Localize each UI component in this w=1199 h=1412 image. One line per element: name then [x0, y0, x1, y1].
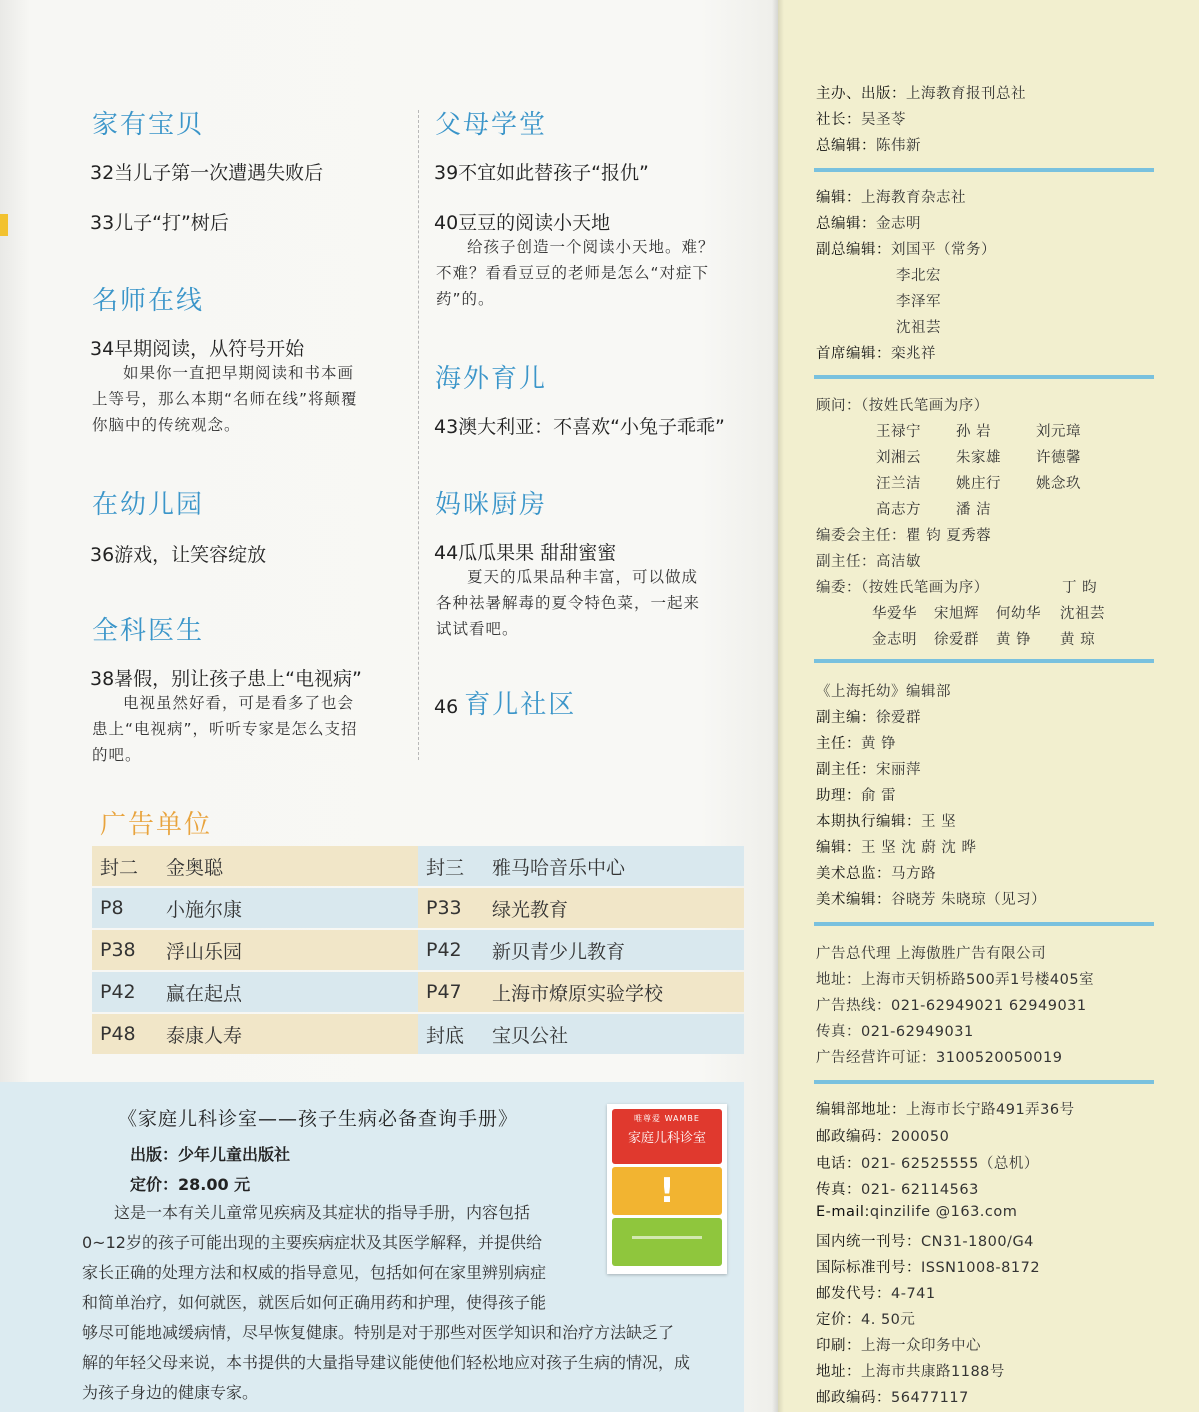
toc-entry-38[interactable]: 38暑假，别让孩子患上“电视病” — [90, 668, 362, 690]
masthead-value: 王 坚 沈 蔚 沈 晔 — [861, 840, 977, 856]
advisor-row — [876, 472, 1081, 493]
ad-cell — [418, 930, 744, 970]
masthead-key: 主办、出版： — [816, 86, 906, 102]
masthead-rule — [814, 375, 1154, 379]
masthead-key: 邮政编码： — [816, 1390, 891, 1406]
toc-entry-40[interactable]: 40豆豆的阅读小天地 — [434, 212, 611, 234]
masthead-line — [816, 134, 921, 155]
toc-page-number: 46 — [434, 696, 459, 718]
masthead-line — [816, 1334, 981, 1355]
toc-desc-40 — [436, 234, 756, 312]
desc-line: 和简单治疗，如何就医，就医后如何正确用药和护理，使得孩子能 — [82, 1293, 547, 1312]
masthead-key: 首席编辑： — [816, 346, 891, 362]
masthead-value: 200050 — [891, 1129, 950, 1145]
book-price: 定价：28.00 元 — [130, 1175, 251, 1194]
masthead-key: 主任： — [816, 736, 861, 752]
masthead-line — [816, 342, 936, 363]
masthead-value: qinzilife @163.com — [869, 1204, 1018, 1220]
masthead-line — [816, 810, 956, 831]
ad-page: P33 — [426, 897, 462, 919]
ad-page: P42 — [426, 939, 462, 961]
desc-line: 电视虽然好看，可是看多了也会 — [123, 694, 355, 712]
masthead-value: 马方路 — [891, 866, 936, 882]
masthead-value: 021- 62525555（总机） — [861, 1156, 1039, 1172]
ad-cell — [418, 888, 744, 928]
masthead-line — [816, 1282, 936, 1303]
masthead-key: 编辑： — [816, 190, 861, 206]
desc-line: 上等号，那么本期“名师在线”将颠覆 — [92, 390, 358, 408]
masthead-line — [816, 1152, 1039, 1173]
column-divider — [418, 110, 419, 760]
masthead-value: 刘国平（常务） — [891, 242, 996, 258]
ad-table — [92, 846, 744, 1056]
desc-line: 试试看吧。 — [436, 620, 519, 638]
desc-line: 你脑中的传统观念。 — [92, 416, 241, 434]
book-description-tail — [82, 1318, 742, 1408]
desc-line: 不难？看看豆豆的老师是怎么“对症下 — [436, 264, 710, 282]
ad-page: P47 — [426, 981, 462, 1003]
toc-entry-44[interactable]: 44瓜瓜果果 甜甜蜜蜜 — [434, 542, 617, 564]
masthead-line — [816, 1386, 969, 1407]
ad-row — [92, 1014, 744, 1054]
toc-desc-38 — [92, 690, 412, 768]
ad-cell — [92, 972, 418, 1012]
committee-deputy: 副主任：高洁敏 — [816, 554, 921, 570]
toc-entry-32[interactable]: 32当儿子第一次遭遇失败后 — [90, 162, 324, 184]
advisor-name: 姚念玖 — [1036, 476, 1081, 492]
cover-name: 家庭儿科诊室 — [627, 1131, 706, 1146]
advisor-name: 潘 洁 — [956, 502, 992, 518]
section-title-quanke: 全科医生 — [92, 616, 205, 646]
ad-page: P42 — [100, 981, 136, 1003]
advisor-name: 刘元璋 — [1036, 424, 1081, 440]
masthead-value: 021- 62114563 — [861, 1182, 979, 1198]
masthead-value: 上海教育报刊总社 — [906, 86, 1026, 102]
masthead-rule — [814, 659, 1154, 663]
ad-cell — [418, 846, 744, 886]
ad-cell — [92, 888, 418, 928]
toc-entry-34[interactable]: 34早期阅读，从符号开始 — [90, 338, 305, 360]
committee-name: 黄 铮 — [996, 632, 1032, 648]
section-title-youeryuan: 在幼儿园 — [92, 490, 205, 520]
committee-name: 华爱华 — [872, 606, 917, 622]
masthead-key: E-mail: — [816, 1204, 870, 1220]
masthead-line: 李泽军 — [896, 294, 941, 310]
cover-brand: 唯尊爱 WAMBE — [634, 1114, 700, 1123]
masthead-key: 美术编辑： — [816, 892, 891, 908]
masthead-rule — [814, 922, 1154, 926]
committee-name: 沈祖芸 — [1060, 606, 1105, 622]
desc-line: 给孩子创造一个阅读小天地。难？ — [467, 238, 715, 256]
masthead-value: 上海市共康路1188号 — [861, 1364, 1005, 1380]
masthead-line — [816, 186, 966, 207]
ad-agency-line: 地址：上海市天钥桥路500弄1号楼405室 — [816, 972, 1095, 988]
advisor-row — [876, 498, 1036, 519]
ad-agency-line: 传真：021-62949031 — [816, 1024, 974, 1040]
masthead-value: 上海教育杂志社 — [861, 190, 966, 206]
masthead-value: 黄 铮 — [861, 736, 897, 752]
edge-color-tab — [0, 214, 8, 236]
ad-page: P38 — [100, 939, 136, 961]
masthead-line — [816, 82, 1026, 103]
ad-agency-line: 广告热线：021-62949021 62949031 — [816, 998, 1087, 1014]
ad-company: 金奥聪 — [166, 856, 224, 879]
advisor-name: 刘湘云 — [876, 450, 921, 466]
masthead-key: 美术总监： — [816, 866, 891, 882]
ad-row — [92, 888, 744, 928]
book-description — [82, 1198, 582, 1318]
advisor-name: 姚庄行 — [956, 476, 1001, 492]
committee-name: 何幼华 — [996, 606, 1041, 622]
ad-cell — [92, 846, 418, 886]
advisor-row — [876, 446, 1081, 467]
toc-entry-39[interactable]: 39不宜如此替孩子“报仇” — [434, 162, 649, 184]
ad-row — [92, 846, 744, 886]
cover-green-block — [612, 1218, 722, 1266]
toc-desc-44 — [436, 564, 756, 642]
section-title-fumu: 父母学堂 — [435, 110, 548, 140]
masthead-line — [816, 1098, 1075, 1119]
desc-line: 这是一本有关儿童常见疾病及其症状的指导手册，内容包括 — [114, 1203, 531, 1222]
advisor-name: 王禄宁 — [876, 424, 921, 440]
section-title-shequ: 育儿社区 — [464, 690, 577, 720]
ad-company: 赢在起点 — [166, 982, 243, 1005]
ad-page: P8 — [100, 897, 124, 919]
ad-row — [92, 972, 744, 1012]
masthead-line — [816, 1308, 915, 1329]
committee-name: 金志明 — [872, 632, 917, 648]
masthead-line: 沈祖芸 — [896, 320, 941, 336]
toc-desc-34 — [92, 360, 412, 438]
advisor-name: 高志方 — [876, 502, 921, 518]
masthead-value: 56477117 — [891, 1390, 969, 1406]
ad-company: 小施尔康 — [166, 898, 243, 921]
masthead-key: 社长： — [816, 112, 861, 128]
masthead-line — [816, 212, 921, 233]
book-title: 《家庭儿科诊室——孩子生病必备查询手册》 — [118, 1108, 519, 1130]
masthead-line — [816, 888, 1046, 909]
committee-name: 宋旭辉 — [934, 606, 979, 622]
ad-agency-line: 广告总代理 上海傲胜广告有限公司 — [816, 946, 1047, 962]
desc-line: 家长正确的处理方法和权威的指导意见，包括如何在家里辨别病症 — [82, 1263, 547, 1282]
toc-entry-46[interactable] — [434, 684, 576, 721]
committee-head: 编委会主任：瞿 钧 夏秀蓉 — [816, 528, 992, 544]
ad-company: 浮山乐园 — [166, 940, 243, 963]
advisor-name: 孙 岩 — [956, 424, 992, 440]
desc-line: 的吧。 — [92, 746, 142, 764]
masthead-line — [816, 836, 977, 857]
toc-entry-33[interactable]: 33儿子“打”树后 — [90, 212, 229, 234]
desc-line: 0~12岁的孩子可能出现的主要疾病症状及其医学解释，并提供给 — [82, 1233, 542, 1252]
committee-name: 徐爱群 — [934, 632, 979, 648]
masthead-key: 编辑部地址： — [816, 1102, 906, 1118]
ad-cell — [92, 1014, 418, 1054]
masthead-value: ISSN1008-8172 — [921, 1260, 1041, 1276]
ad-company: 新贝青少儿教育 — [492, 940, 626, 963]
masthead-line — [816, 238, 996, 259]
ad-page: 封三 — [426, 856, 465, 879]
advisor-row — [876, 420, 1081, 441]
ad-page: 封底 — [426, 1024, 465, 1047]
committee-row — [872, 628, 1095, 649]
masthead-value: 吴圣苓 — [861, 112, 906, 128]
committee-row — [872, 602, 1105, 623]
masthead-key: 本期执行编辑： — [816, 814, 921, 830]
masthead-value: 王 坚 — [921, 814, 957, 830]
masthead-line — [816, 1125, 949, 1146]
masthead-key: 编辑： — [816, 840, 861, 856]
masthead-line — [816, 1204, 1017, 1220]
masthead-line — [816, 862, 936, 883]
masthead-key: 副总编辑： — [816, 242, 891, 258]
masthead-line — [816, 784, 896, 805]
masthead-key: 国内统一刊号： — [816, 1234, 921, 1250]
cover-title-block — [612, 1109, 722, 1164]
masthead-rule — [814, 168, 1154, 172]
masthead-line — [816, 732, 896, 753]
masthead-line — [816, 758, 921, 779]
masthead-line — [816, 1230, 1034, 1251]
committee-name: 黄 琼 — [1060, 632, 1096, 648]
masthead-line — [816, 1256, 1040, 1277]
masthead-value: CN31-1800/G4 — [921, 1234, 1034, 1250]
masthead-line — [816, 108, 906, 129]
masthead-key: 助理： — [816, 788, 861, 804]
masthead-value: 栾兆祥 — [891, 346, 936, 362]
masthead-value: 宋丽萍 — [876, 762, 921, 778]
ad-company: 绿光教育 — [492, 898, 569, 921]
masthead-key: 总编辑： — [816, 138, 876, 154]
ad-company: 泰康人寿 — [166, 1024, 243, 1047]
masthead-value: 4-741 — [891, 1286, 936, 1302]
ad-section-title: 广告单位 — [100, 810, 213, 840]
masthead-value: 俞 雷 — [861, 788, 897, 804]
masthead-line — [816, 1360, 1005, 1381]
ad-company: 雅马哈音乐中心 — [492, 856, 626, 879]
section-title-mingshi: 名师在线 — [92, 286, 205, 316]
desc-line: 患上“电视病”，听听专家是怎么支招 — [92, 720, 358, 738]
ad-company: 宝贝公社 — [492, 1024, 569, 1047]
section-title-mami: 妈咪厨房 — [435, 490, 548, 520]
masthead-value: 陈伟新 — [876, 138, 921, 154]
masthead-key: 副主任： — [816, 762, 876, 778]
page-spine — [772, 0, 784, 1412]
masthead-key: 地址： — [816, 1364, 861, 1380]
ad-page: 封二 — [100, 856, 139, 879]
advisor-label: 顾问：（按姓氏笔画为序） — [816, 398, 989, 414]
ad-company: 上海市燎原实验学校 — [492, 982, 664, 1005]
ad-cell — [418, 1014, 744, 1054]
toc-entry-36[interactable]: 36游戏，让笑容绽放 — [90, 544, 267, 566]
masthead-value: 金志明 — [876, 216, 921, 232]
desc-line: 药”的。 — [436, 290, 495, 308]
masthead-key: 电话： — [816, 1156, 861, 1172]
ad-page: P48 — [100, 1023, 136, 1045]
masthead-key: 国际标准刊号： — [816, 1260, 921, 1276]
masthead-value: 徐爱群 — [876, 710, 921, 726]
masthead-line — [816, 706, 921, 727]
masthead-value: 4. 50元 — [861, 1312, 916, 1328]
masthead-key: 印刷： — [816, 1338, 861, 1354]
advisor-name: 朱家雄 — [956, 450, 1001, 466]
masthead-value: 谷晓芳 朱晓琼（见习） — [891, 892, 1047, 908]
masthead-key: 副主编： — [816, 710, 876, 726]
ad-cell — [418, 972, 744, 1012]
desc-line: 如果你一直把早期阅读和书本画 — [123, 364, 355, 382]
desc-line: 为孩子身边的健康专家。 — [82, 1383, 259, 1402]
masthead-key: 邮政编码： — [816, 1129, 891, 1145]
ad-row — [92, 930, 744, 970]
desc-line: 够尽可能地减缓病情，尽早恢复健康。特别是对于那些对医学知识和治疗方法缺乏了 — [82, 1323, 675, 1342]
section-title-haiwai: 海外育儿 — [435, 364, 548, 394]
advisor-name: 汪兰洁 — [876, 476, 921, 492]
book-cover-image — [607, 1104, 727, 1274]
ad-cell — [92, 930, 418, 970]
section-title-jiayou: 家有宝贝 — [92, 110, 205, 140]
masthead-key: 传真： — [816, 1182, 861, 1198]
masthead-line: 李北宏 — [896, 268, 941, 284]
desc-line: 解的年轻父母来说，本书提供的大量指导建议能使他们轻松地应对孩子生病的情况，成 — [82, 1353, 691, 1372]
committee-name: 丁 昀 — [1062, 580, 1098, 596]
toc-entry-43[interactable]: 43澳大利亚：不喜欢“小兔子乖乖” — [434, 416, 725, 438]
exclamation-icon: ! — [612, 1167, 722, 1215]
desc-line: 各种祛暑解毒的夏令特色菜，一起来 — [436, 594, 701, 612]
committee-label: 编委：（按姓氏笔画为序） — [816, 580, 989, 596]
masthead-key: 定价： — [816, 1312, 861, 1328]
masthead-key: 总编辑： — [816, 216, 876, 232]
masthead-value: 上海一众印务中心 — [861, 1338, 981, 1354]
book-publisher: 出版：少年儿童出版社 — [130, 1145, 291, 1164]
masthead-rule — [814, 1080, 1154, 1084]
advisor-name: 许德馨 — [1036, 450, 1081, 466]
masthead-line: 《上海托幼》编辑部 — [816, 684, 951, 700]
masthead-value: 上海市长宁路491弄36号 — [906, 1102, 1075, 1118]
masthead-line — [816, 1178, 979, 1199]
masthead-key: 邮发代号： — [816, 1286, 891, 1302]
ad-agency-line: 广告经营许可证：3100520050019 — [816, 1050, 1063, 1066]
desc-line: 夏天的瓜果品种丰富，可以做成 — [467, 568, 699, 586]
